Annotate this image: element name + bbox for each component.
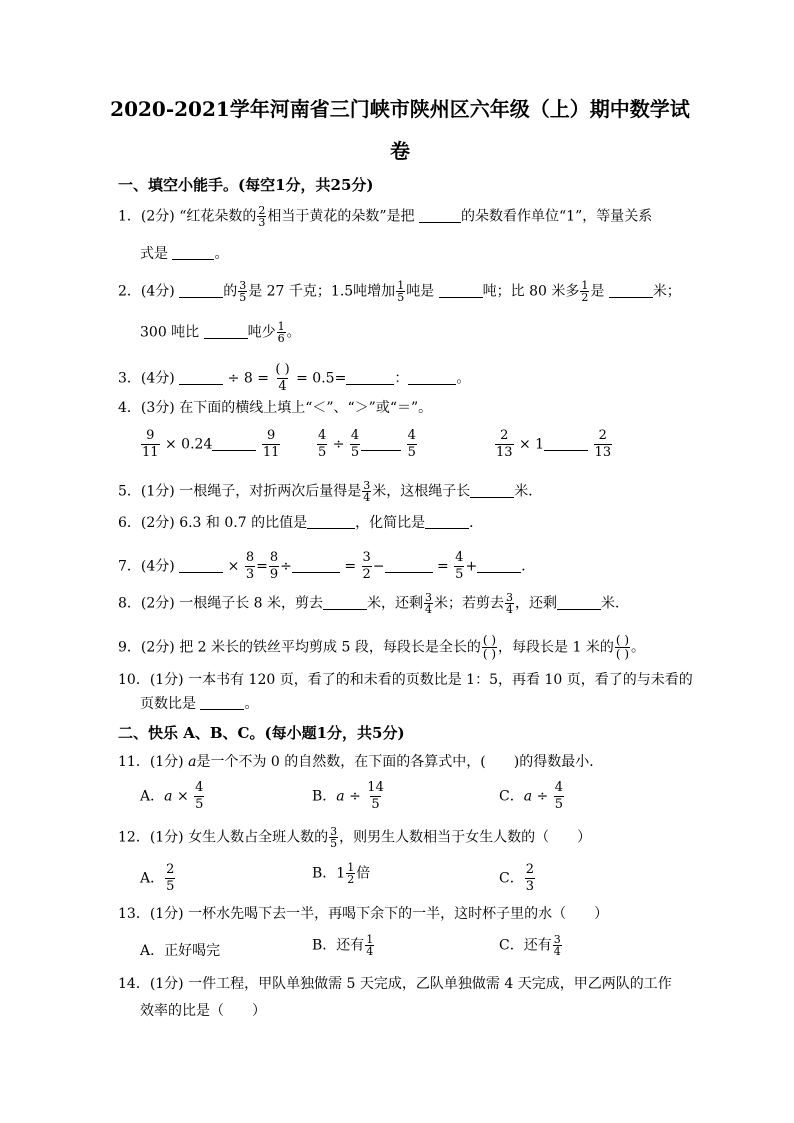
q12-number: 12．(1分): [118, 829, 184, 846]
q7-number: 7．(4分): [118, 558, 175, 575]
q2-text-a: 的: [223, 283, 238, 300]
q2-text-g: 300 吨比: [140, 324, 200, 341]
q3-blank-3[interactable]: [408, 370, 456, 385]
q3-fraction: $\frac{( )}{4}$: [275, 362, 290, 394]
question-12: 12．(1分) 女生人数占全班人数的 $\frac{3}{5}$ ，则男生人数相当于女生人数的（ ）: [118, 825, 592, 850]
q1-fraction: $\frac{2}{3}$: [258, 204, 266, 229]
q5-blank[interactable]: [470, 483, 514, 498]
q3-text-d: 。: [456, 370, 471, 387]
q13-option-a[interactable]: A．正好喝完: [140, 943, 221, 959]
exam-title-line1: 2020-2021学年河南省三门峡市陕州区六年级（上）期中数学试: [110, 97, 690, 121]
q12-option-b[interactable]: B．1 $\frac{1}{2}$ 倍: [312, 861, 371, 886]
question-1: [118, 205, 652, 228]
q8-blank-2[interactable]: [557, 595, 601, 610]
q4-expression-1: $\frac{9}{11}$ × 0.24 $\frac{9}{11}$: [142, 428, 280, 460]
q6-blank-2[interactable]: [425, 514, 469, 529]
q4-text: 在下面的横线上填上“＜”、“＞”或“＝”。: [179, 400, 433, 416]
q6-number: 6．(2分): [118, 515, 175, 531]
q6-blank-1[interactable]: [307, 514, 355, 529]
q6-text-c: ．: [469, 515, 484, 531]
q4-expression-2: $\frac{4}{5}$ ÷ $\frac{4}{5}$ $\frac{4}{5}$: [318, 428, 416, 460]
q5-text-c: 米．: [514, 483, 543, 500]
q9-answer-fraction-2[interactable]: $\frac{( )}{( )}$: [615, 633, 630, 661]
q2-text-h: 吨少: [247, 324, 276, 341]
q3-text-b: = 0.5=: [296, 370, 347, 387]
q5-text-a: 一根绳子，对折两次后量得是: [179, 483, 362, 500]
q7-blank-1[interactable]: [179, 558, 223, 573]
q3-text-c: ：: [394, 370, 409, 387]
q2-blank-3[interactable]: [609, 283, 653, 298]
q9-text-b: ，每段长是 1 米的: [498, 639, 614, 656]
q12-option-a[interactable]: A． $\frac{2}{5}$: [140, 862, 175, 894]
q1-text-e: 。: [214, 246, 229, 262]
q11-variable: a: [188, 754, 197, 770]
q13-option-b[interactable]: B．还有 $\frac{1}{4}$: [312, 933, 374, 958]
q10-text-a: 一本书有 120 页，看了的和未看的页数比是 1：5，再看 10 页，看了的与未看的: [188, 672, 693, 688]
q2-text-f: 米；: [652, 283, 681, 300]
q10-text-c: 。: [244, 696, 259, 712]
q4-expression-3: $\frac{2}{13}$ × 1 $\frac{2}{13}$: [496, 428, 612, 460]
q2-text-b: 是 27 千克；1.5吨增加: [248, 283, 396, 300]
q13-text: 一杯水先喝下去一半，再喝下余下的一半，这时杯子里的水（ ）: [188, 906, 609, 922]
q1-blank-1[interactable]: [419, 208, 461, 223]
q9-answer-fraction-1[interactable]: $\frac{( )}{( )}$: [482, 633, 497, 661]
q10-blank[interactable]: [200, 695, 244, 710]
q9-text-a: 把 2 米长的铁丝平均剪成 5 段，每段长是全长的: [179, 639, 481, 656]
q3-blank-1[interactable]: [179, 370, 223, 385]
q9-number: 9．(2分): [118, 639, 175, 656]
q5-text-b: 米，这根绳子长: [372, 483, 471, 500]
q11-number: 11．(1分): [118, 754, 184, 770]
question-1-line2: [140, 244, 228, 264]
q3-blank-2[interactable]: [346, 370, 394, 385]
q11-option-c[interactable]: C．a ÷ $\frac{4}{5}$: [499, 780, 563, 812]
question-14-line2: [140, 1001, 266, 1021]
section-2-heading: 二、快乐 A、B、C。(每小题1分，共5分): [118, 724, 405, 742]
q4-blank-2[interactable]: [361, 436, 401, 451]
q1-blank-2[interactable]: [172, 245, 214, 260]
q12-option-c[interactable]: C． $\frac{2}{3}$: [499, 862, 534, 894]
q14-number: 14．(1分): [118, 976, 184, 992]
question-6: [118, 513, 483, 533]
q14-text-b: 效率的比是（ ）: [140, 1003, 266, 1019]
question-8: 8．(2分) 一根绳子长 8 米，剪去 米，还剩 $\frac{3}{4}$ 米；若剪去 $\frac{3}{4}$ ，还剩 米．: [118, 591, 630, 616]
q3-text-a: ÷ 8 =: [227, 370, 269, 387]
question-10-line2: [140, 694, 258, 714]
q5-fraction: $\frac{3}{4}$: [363, 479, 371, 504]
question-2: [118, 280, 681, 303]
q7-blank-4[interactable]: [477, 558, 521, 573]
q1-text-a: “红花朵数的: [179, 208, 257, 225]
q2-fraction-2: $\frac{1}{5}$: [397, 279, 405, 304]
q6-text-b: ，化简比是: [355, 515, 426, 531]
q12-text-b: ，则男生人数相当于女生人数的（ ）: [339, 829, 592, 846]
q11-text: 是一个不为 0 的自然数，在下面的各算式中，( )的得数最小．: [196, 754, 604, 770]
question-9: [118, 634, 645, 661]
q10-number: 10．(1分): [118, 672, 184, 688]
q9-text-c: 。: [631, 639, 646, 656]
q8-text-d: ，还剩: [515, 595, 558, 612]
q2-number: 2．(4分): [118, 283, 175, 300]
exam-title-line2: 卷: [390, 139, 410, 163]
question-5: [118, 480, 542, 503]
q4-number: 4．(3分): [118, 400, 175, 416]
q13-number: 13．(1分): [118, 906, 184, 922]
question-11: [118, 752, 603, 772]
q11-option-a[interactable]: A．a × $\frac{4}{5}$: [140, 780, 204, 812]
q8-number: 8．(2分): [118, 595, 175, 612]
q2-fraction-3: $\frac{1}{2}$: [581, 279, 589, 304]
question-13: [118, 904, 608, 924]
q2-text-e: 是: [590, 283, 605, 300]
q2-fraction-4: $\frac{1}{6}$: [277, 320, 285, 345]
q7-blank-3[interactable]: [385, 558, 433, 573]
q8-text-c: 米；若剪去: [434, 595, 505, 612]
question-7: 7．(4分) × $\frac{8}{3}$ = $\frac{8}{9}$ ÷ = $\frac{3}{2}$ − = $\frac{4}{5}$ + ．: [118, 550, 536, 582]
q12-text-a: 女生人数占全班人数的: [188, 829, 329, 846]
question-14: [118, 974, 672, 994]
q2-blank-4[interactable]: [204, 324, 248, 339]
q14-text-a: 一件工程，甲队单独做需 5 天完成，乙队单独做需 4 天完成，甲乙两队的工作: [188, 976, 672, 992]
q6-text-a: 6.3 和 0.7 的比值是: [179, 515, 308, 531]
q13-option-c[interactable]: C．还有 $\frac{3}{4}$: [499, 933, 561, 958]
q11-option-b[interactable]: B．a ÷ $\frac{14}{5}$: [312, 780, 384, 812]
q2-fraction-1: $\frac{3}{5}$: [239, 279, 247, 304]
question-10: [118, 670, 693, 690]
q1-text-c: 的朵数看作单位“1”，等量关系: [461, 208, 653, 225]
q2-text-i: 。: [286, 324, 301, 341]
q10-text-b: 页数比是: [140, 696, 196, 712]
q4-blank-1[interactable]: [212, 436, 256, 451]
q3-number: 3．(4分): [118, 370, 175, 387]
q2-text-c: 吨是: [406, 283, 435, 300]
q2-text-d: 吨；比 80 米多: [482, 283, 580, 300]
q1-text-d: 式是: [140, 246, 168, 262]
q7-blank-2[interactable]: [292, 558, 340, 573]
q5-number: 5．(1分): [118, 483, 175, 500]
question-2-line2: [140, 321, 301, 344]
section-1-heading: 一、填空小能手。(每空1分，共25分): [118, 176, 374, 194]
q8-text-a: 一根绳子长 8 米，剪去: [179, 595, 324, 612]
q4-blank-3[interactable]: [544, 436, 588, 451]
q8-text-e: 米．: [601, 595, 630, 612]
q8-blank-1[interactable]: [323, 595, 367, 610]
q2-blank-1[interactable]: [179, 283, 223, 298]
question-3: [118, 362, 470, 395]
q2-blank-2[interactable]: [439, 283, 483, 298]
q8-text-b: 米，还剩: [367, 595, 424, 612]
q1-number: 1．(2分): [118, 208, 175, 225]
question-4: [118, 398, 432, 418]
q1-text-b: 相当于黄花的朵数”是把: [267, 208, 415, 225]
